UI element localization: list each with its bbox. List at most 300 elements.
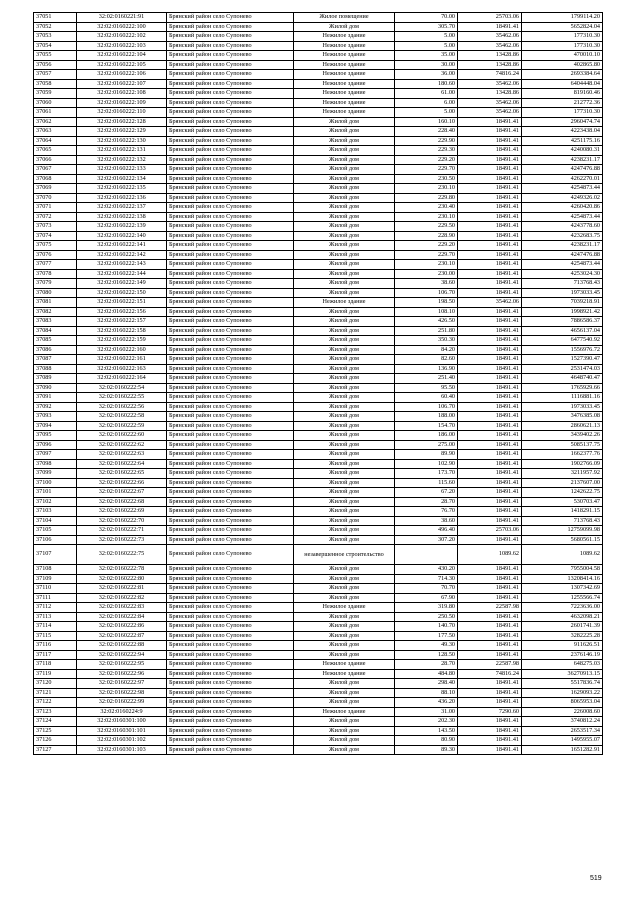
object-type-cell: Жилой дом: [294, 450, 395, 460]
cadastral-number-cell: 32:02:0160222:97: [77, 679, 167, 689]
cadastral-number-cell: 32:02:0160222:62: [77, 440, 167, 450]
cadastral-number-cell: 32:02:0160222:102: [77, 32, 167, 42]
cadastral-number-cell: 32:02:0160221:91: [77, 13, 167, 23]
area-cell: 5.00: [395, 108, 458, 118]
row-number-cell: 37119: [34, 669, 77, 679]
object-type-cell: Жилой дом: [294, 650, 395, 660]
row-number-cell: 37097: [34, 450, 77, 460]
table-row: [34, 127, 603, 137]
cadastral-value-cell: 1651282.91: [522, 745, 603, 755]
object-type-cell: Жилой дом: [294, 336, 395, 346]
unit-value-cell: 18491.41: [458, 279, 522, 289]
unit-value-cell: 18491.41: [458, 307, 522, 317]
area-cell: 177.50: [395, 631, 458, 641]
area-cell: 228.90: [395, 231, 458, 241]
area-cell: 30.00: [395, 60, 458, 70]
area-cell: 230.10: [395, 260, 458, 270]
address-cell: Брянский район село Супонево: [167, 364, 294, 374]
object-type-cell: Жилой дом: [294, 516, 395, 526]
unit-value-cell: 18491.41: [458, 355, 522, 365]
cadastral-number-cell: 32:02:0160301:103: [77, 745, 167, 755]
cadastral-value-cell: 4243778.60: [522, 222, 603, 232]
cadastral-number-cell: 32:02:0160222:78: [77, 565, 167, 575]
unit-value-cell: 18491.41: [458, 688, 522, 698]
cadastral-value-cell: 2376146.19: [522, 650, 603, 660]
table-row: [34, 117, 603, 127]
cadastral-number-cell: 32:02:0160222:69: [77, 507, 167, 517]
address-cell: Брянский район село Супонево: [167, 631, 294, 641]
table-row: [34, 679, 603, 689]
address-cell: Брянский район село Супонево: [167, 117, 294, 127]
row-number-cell: 37080: [34, 288, 77, 298]
cadastral-number-cell: 32:02:0160222:107: [77, 79, 167, 89]
cadastral-value-cell: 1973033.45: [522, 288, 603, 298]
object-type-cell: Жилой дом: [294, 174, 395, 184]
cadastral-number-cell: 32:02:0160222:140: [77, 231, 167, 241]
table-row: [34, 650, 603, 660]
row-number-cell: 37076: [34, 250, 77, 260]
cadastral-number-cell: 32:02:0160222:64: [77, 459, 167, 469]
address-cell: Брянский район село Супонево: [167, 603, 294, 613]
cadastral-value-cell: 2137607.00: [522, 478, 603, 488]
table-row: [34, 412, 603, 422]
cadastral-number-cell: 32:02:0160222:164: [77, 374, 167, 384]
unit-value-cell: 18491.41: [458, 364, 522, 374]
unit-value-cell: 18491.41: [458, 622, 522, 632]
address-cell: Брянский район село Супонево: [167, 222, 294, 232]
row-number-cell: 37083: [34, 317, 77, 327]
cadastral-number-cell: 32:02:0160222:129: [77, 127, 167, 137]
area-cell: 298.40: [395, 679, 458, 689]
cadastral-value-cell: 2653517.34: [522, 726, 603, 736]
address-cell: Брянский район село Супонево: [167, 136, 294, 146]
area-cell: 250.50: [395, 612, 458, 622]
cadastral-value-cell: 4247476.88: [522, 165, 603, 175]
unit-value-cell: 18491.41: [458, 497, 522, 507]
object-type-cell: Жилой дом: [294, 222, 395, 232]
unit-value-cell: 18491.41: [458, 212, 522, 222]
row-number-cell: 37060: [34, 98, 77, 108]
cadastral-value-cell: 4254873.44: [522, 212, 603, 222]
object-type-cell: Жилой дом: [294, 184, 395, 194]
area-cell: 5.00: [395, 32, 458, 42]
unit-value-cell: 18491.41: [458, 698, 522, 708]
cadastral-value-cell: 2601741.39: [522, 622, 603, 632]
unit-value-cell: 18491.41: [458, 288, 522, 298]
unit-value-cell: 18491.41: [458, 127, 522, 137]
cadastral-value-cell: 1973033.45: [522, 402, 603, 412]
unit-value-cell: 18491.41: [458, 117, 522, 127]
address-cell: Брянский район село Супонево: [167, 459, 294, 469]
unit-value-cell: 18491.41: [458, 22, 522, 32]
table-row: [34, 146, 603, 156]
unit-value-cell: 18491.41: [458, 374, 522, 384]
unit-value-cell: 74816.24: [458, 669, 522, 679]
address-cell: Брянский район село Супонево: [167, 89, 294, 99]
address-cell: Брянский район село Супонево: [167, 345, 294, 355]
unit-value-cell: 18491.41: [458, 631, 522, 641]
cadastral-value-cell: 402865.80: [522, 60, 603, 70]
address-cell: Брянский район село Супонево: [167, 612, 294, 622]
cadastral-value-cell: 1998921.42: [522, 307, 603, 317]
row-number-cell: 37091: [34, 393, 77, 403]
object-type-cell: Нежилое здание: [294, 70, 395, 80]
cadastral-number-cell: 32:02:0160222:104: [77, 51, 167, 61]
area-cell: 95.50: [395, 383, 458, 393]
object-type-cell: Жилой дом: [294, 288, 395, 298]
row-number-cell: 37079: [34, 279, 77, 289]
object-type-cell: Жилой дом: [294, 459, 395, 469]
table-row: [34, 545, 603, 565]
cadastral-number-cell: 32:02:0160222:96: [77, 669, 167, 679]
unit-value-cell: 18491.41: [458, 402, 522, 412]
table-row: [34, 459, 603, 469]
cadastral-value-cell: 4240080.31: [522, 146, 603, 156]
table-row: [34, 260, 603, 270]
unit-value-cell: 35462.06: [458, 79, 522, 89]
table-row: [34, 60, 603, 70]
table-row: [34, 669, 603, 679]
object-type-cell: Жилой дом: [294, 631, 395, 641]
area-cell: 28.70: [395, 497, 458, 507]
table-row: [34, 326, 603, 336]
address-cell: Брянский район село Супонево: [167, 326, 294, 336]
unit-value-cell: 18491.41: [458, 641, 522, 651]
table-row: [34, 222, 603, 232]
cadastral-number-cell: 32:02:0160222:139: [77, 222, 167, 232]
cadastral-value-cell: 1765929.66: [522, 383, 603, 393]
area-cell: 36.00: [395, 70, 458, 80]
table-row: [34, 383, 603, 393]
object-type-cell: Жилой дом: [294, 212, 395, 222]
area-cell: 229.20: [395, 155, 458, 165]
cadastral-number-cell: 32:02:0160222:98: [77, 688, 167, 698]
object-type-cell: Жилой дом: [294, 269, 395, 279]
address-cell: Брянский район село Супонево: [167, 698, 294, 708]
cadastral-value-cell: 7039218.91: [522, 298, 603, 308]
cadastral-value-cell: 1116881.16: [522, 393, 603, 403]
row-number-cell: 37105: [34, 526, 77, 536]
object-type-cell: Жилой дом: [294, 326, 395, 336]
unit-value-cell: 35462.06: [458, 41, 522, 51]
page-number: 519: [590, 875, 602, 882]
area-cell: 89.90: [395, 450, 458, 460]
cadastral-number-cell: 32:02:0160222:150: [77, 288, 167, 298]
unit-value-cell: 18491.41: [458, 345, 522, 355]
table-row: [34, 184, 603, 194]
table-row: [34, 165, 603, 175]
object-type-cell: Жилой дом: [294, 507, 395, 517]
object-type-cell: Жилой дом: [294, 155, 395, 165]
table-row: [34, 603, 603, 613]
area-cell: 436.20: [395, 698, 458, 708]
cadastral-number-cell: 32:02:0160222:141: [77, 241, 167, 251]
area-cell: 230.40: [395, 203, 458, 213]
object-type-cell: Жилой дом: [294, 260, 395, 270]
unit-value-cell: 18491.41: [458, 326, 522, 336]
table-row: [34, 516, 603, 526]
object-type-cell: Жилой дом: [294, 679, 395, 689]
table-row: [34, 70, 603, 80]
area-cell: 229.80: [395, 193, 458, 203]
cadastral-number-cell: 32:02:0160222:143: [77, 260, 167, 270]
table-row: [34, 574, 603, 584]
area-cell: 202.30: [395, 717, 458, 727]
row-number-cell: 37059: [34, 89, 77, 99]
table-row: [34, 535, 603, 545]
cadastral-number-cell: 32:02:0160222:100: [77, 22, 167, 32]
row-number-cell: 37101: [34, 488, 77, 498]
row-number-cell: 37051: [34, 13, 77, 23]
table-row: [34, 22, 603, 32]
cadastral-value-cell: 2860621.13: [522, 421, 603, 431]
cadastral-number-cell: 32:02:0160222:73: [77, 535, 167, 545]
table-row: [34, 98, 603, 108]
cadastral-value-cell: 2693384.64: [522, 70, 603, 80]
cadastral-number-cell: 32:02:0160222:158: [77, 326, 167, 336]
address-cell: Брянский район село Супонево: [167, 13, 294, 23]
table-row: [34, 41, 603, 51]
object-type-cell: Жилой дом: [294, 726, 395, 736]
cadastral-value-cell: 3439402.26: [522, 431, 603, 441]
table-row: [34, 698, 603, 708]
address-cell: Брянский район село Супонево: [167, 298, 294, 308]
table-row: [34, 193, 603, 203]
cadastral-number-cell: 32:02:0160222:134: [77, 174, 167, 184]
cadastral-number-cell: 32:02:0160224:9: [77, 707, 167, 717]
object-type-cell: Жилой дом: [294, 364, 395, 374]
object-type-cell: Жилой дом: [294, 497, 395, 507]
unit-value-cell: 13428.86: [458, 60, 522, 70]
address-cell: Брянский район село Супонево: [167, 269, 294, 279]
cadastral-value-cell: 4253024.30: [522, 269, 603, 279]
cadastral-value-cell: 7223636.00: [522, 603, 603, 613]
address-cell: Брянский район село Супонево: [167, 421, 294, 431]
object-type-cell: Жилой дом: [294, 383, 395, 393]
address-cell: Брянский район село Супонево: [167, 231, 294, 241]
cadastral-value-cell: 3282225.28: [522, 631, 603, 641]
area-cell: 230.10: [395, 184, 458, 194]
cadastral-value-cell: 4223438.04: [522, 127, 603, 137]
object-type-cell: Жилой дом: [294, 469, 395, 479]
row-number-cell: 37116: [34, 641, 77, 651]
cadastral-value-cell: 5652824.04: [522, 22, 603, 32]
cadastral-number-cell: 32:02:0160222:95: [77, 660, 167, 670]
cadastral-number-cell: 32:02:0160301:100: [77, 717, 167, 727]
row-number-cell: 37087: [34, 355, 77, 365]
unit-value-cell: 18491.41: [458, 450, 522, 460]
cadastral-number-cell: 32:02:0160222:94: [77, 650, 167, 660]
area-cell: 430.20: [395, 565, 458, 575]
cadastral-value-cell: 1527390.47: [522, 355, 603, 365]
area-cell: 228.40: [395, 127, 458, 137]
address-cell: Брянский район село Супонево: [167, 593, 294, 603]
cadastral-number-cell: 32:02:0160222:58: [77, 412, 167, 422]
address-cell: Брянский район село Супонево: [167, 574, 294, 584]
object-type-cell: Жилой дом: [294, 412, 395, 422]
object-type-cell: Жилой дом: [294, 622, 395, 632]
unit-value-cell: 18491.41: [458, 203, 522, 213]
table-row: [34, 364, 603, 374]
object-type-cell: Жилой дом: [294, 355, 395, 365]
cadastral-number-cell: 32:02:0160222:151: [77, 298, 167, 308]
cadastral-value-cell: 4656137.04: [522, 326, 603, 336]
object-type-cell: Жилой дом: [294, 535, 395, 545]
area-cell: 186.00: [395, 431, 458, 441]
cadastral-number-cell: 32:02:0160222:137: [77, 203, 167, 213]
cadastral-number-cell: 32:02:0160222:142: [77, 250, 167, 260]
table-row: [34, 298, 603, 308]
unit-value-cell: 22587.98: [458, 603, 522, 613]
area-cell: 230.10: [395, 212, 458, 222]
cadastral-number-cell: 32:02:0160222:65: [77, 469, 167, 479]
row-number-cell: 37102: [34, 497, 77, 507]
address-cell: Брянский район село Супонево: [167, 669, 294, 679]
area-cell: 60.40: [395, 393, 458, 403]
cadastral-value-cell: 1255566.74: [522, 593, 603, 603]
table-row: [34, 450, 603, 460]
table-row: [34, 507, 603, 517]
object-type-cell: Жилой дом: [294, 593, 395, 603]
unit-value-cell: 18491.41: [458, 412, 522, 422]
area-cell: 61.00: [395, 89, 458, 99]
row-number-cell: 37054: [34, 41, 77, 51]
table-row: [34, 478, 603, 488]
object-type-cell: Нежилое здание: [294, 89, 395, 99]
object-type-cell: Жилой дом: [294, 431, 395, 441]
unit-value-cell: 18491.41: [458, 260, 522, 270]
table-row: [34, 155, 603, 165]
cadastral-value-cell: 12759099.98: [522, 526, 603, 536]
unit-value-cell: 18491.41: [458, 336, 522, 346]
row-number-cell: 37115: [34, 631, 77, 641]
area-cell: 38.60: [395, 516, 458, 526]
cadastral-value-cell: 5517836.74: [522, 679, 603, 689]
address-cell: Брянский район село Супонево: [167, 450, 294, 460]
address-cell: Брянский район село Супонево: [167, 412, 294, 422]
cadastral-number-cell: 32:02:0160222:63: [77, 450, 167, 460]
object-type-cell: Жилой дом: [294, 574, 395, 584]
area-cell: 31.00: [395, 707, 458, 717]
address-cell: Брянский район село Супонево: [167, 440, 294, 450]
table-row: [34, 717, 603, 727]
row-number-cell: 37058: [34, 79, 77, 89]
address-cell: Брянский район село Супонево: [167, 478, 294, 488]
area-cell: 275.00: [395, 440, 458, 450]
area-cell: 84.20: [395, 345, 458, 355]
table-row: [34, 355, 603, 365]
cadastral-value-cell: 6477540.92: [522, 336, 603, 346]
unit-value-cell: 35462.06: [458, 32, 522, 42]
table-row: [34, 622, 603, 632]
table-row: [34, 736, 603, 746]
object-type-cell: Нежилое здание: [294, 51, 395, 61]
table-row: [34, 440, 603, 450]
object-type-cell: Жилой дом: [294, 231, 395, 241]
cadastral-number-cell: 32:02:0160222:83: [77, 603, 167, 613]
cadastral-number-cell: 32:02:0160222:128: [77, 117, 167, 127]
unit-value-cell: 74816.24: [458, 70, 522, 80]
unit-value-cell: 13428.86: [458, 89, 522, 99]
unit-value-cell: 18491.41: [458, 136, 522, 146]
unit-value-cell: 18491.41: [458, 612, 522, 622]
cadastral-value-table: [33, 12, 603, 755]
cadastral-value-cell: 1662377.76: [522, 450, 603, 460]
area-cell: 89.30: [395, 745, 458, 755]
object-type-cell: Жилой дом: [294, 488, 395, 498]
cadastral-number-cell: 32:02:0160222:160: [77, 345, 167, 355]
cadastral-value-cell: 1089.62: [522, 545, 603, 565]
cadastral-value-cell: 648275.03: [522, 660, 603, 670]
cadastral-number-cell: 32:02:0160222:87: [77, 631, 167, 641]
cadastral-value-cell: 4254873.44: [522, 260, 603, 270]
cadastral-value-cell: 4648740.47: [522, 374, 603, 384]
row-number-cell: 37066: [34, 155, 77, 165]
cadastral-number-cell: 32:02:0160222:161: [77, 355, 167, 365]
object-type-cell: Нежилое здание: [294, 108, 395, 118]
unit-value-cell: 18491.41: [458, 383, 522, 393]
table-row: [34, 526, 603, 536]
row-number-cell: 37075: [34, 241, 77, 251]
unit-value-cell: 25703.06: [458, 526, 522, 536]
object-type-cell: Жилой дом: [294, 22, 395, 32]
unit-value-cell: 13428.86: [458, 51, 522, 61]
cadastral-value-cell: 1307342.69: [522, 584, 603, 594]
table-row: [34, 89, 603, 99]
cadastral-number-cell: 32:02:0160222:67: [77, 488, 167, 498]
row-number-cell: 37098: [34, 459, 77, 469]
cadastral-value-cell: 713768.43: [522, 516, 603, 526]
row-number-cell: 37084: [34, 326, 77, 336]
area-cell: 38.60: [395, 279, 458, 289]
table-row: [34, 374, 603, 384]
address-cell: Брянский район село Супонево: [167, 488, 294, 498]
object-type-cell: Жилой дом: [294, 641, 395, 651]
cadastral-number-cell: 32:02:0160222:106: [77, 70, 167, 80]
area-cell: 229.20: [395, 241, 458, 251]
address-cell: Брянский район село Супонево: [167, 393, 294, 403]
object-type-cell: Жилой дом: [294, 478, 395, 488]
cadastral-value-cell: 713768.43: [522, 279, 603, 289]
unit-value-cell: 18491.41: [458, 250, 522, 260]
cadastral-value-cell: 5680561.15: [522, 535, 603, 545]
cadastral-value-cell: 7886586.37: [522, 317, 603, 327]
unit-value-cell: 18491.41: [458, 535, 522, 545]
unit-value-cell: 18491.41: [458, 650, 522, 660]
row-number-cell: 37093: [34, 412, 77, 422]
object-type-cell: Жилой дом: [294, 279, 395, 289]
cadastral-value-cell: 4254873.44: [522, 184, 603, 194]
row-number-cell: 37085: [34, 336, 77, 346]
cadastral-value-cell: 4238231.17: [522, 241, 603, 251]
area-cell: 143.50: [395, 726, 458, 736]
row-number-cell: 37126: [34, 736, 77, 746]
unit-value-cell: 18491.41: [458, 431, 522, 441]
unit-value-cell: 18491.41: [458, 193, 522, 203]
area-cell: 230.50: [395, 174, 458, 184]
unit-value-cell: 18491.41: [458, 174, 522, 184]
cadastral-value-cell: 226008.60: [522, 707, 603, 717]
cadastral-value-cell: 4232683.75: [522, 231, 603, 241]
object-type-cell: Жилой дом: [294, 136, 395, 146]
cadastral-number-cell: 32:02:0160222:103: [77, 41, 167, 51]
table-row: [34, 231, 603, 241]
address-cell: Брянский район село Супонево: [167, 565, 294, 575]
cadastral-number-cell: 32:02:0160222:84: [77, 612, 167, 622]
cadastral-number-cell: 32:02:0160222:81: [77, 584, 167, 594]
cadastral-value-cell: 4262270.01: [522, 174, 603, 184]
area-cell: 180.60: [395, 79, 458, 89]
